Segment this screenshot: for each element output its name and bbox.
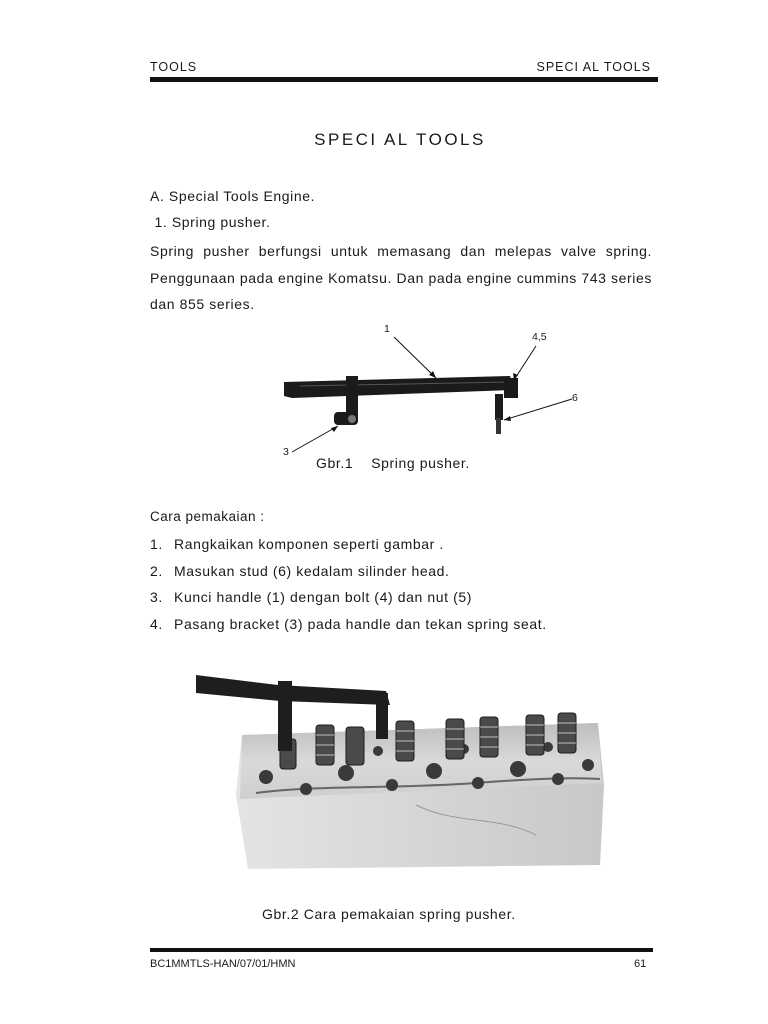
spring-pusher-illustration [270,320,600,460]
usage-steps [150,531,547,637]
header-left: TOOLS [150,60,198,74]
footer-document-code: BC1MMTLS-HAN/07/01/HMN [150,958,296,970]
section-heading: A. Special Tools Engine. [150,188,316,204]
footer-page-number: 61 [634,958,647,970]
figure2-caption: Gbr.2 Cara pemakaian spring pusher. [262,906,516,922]
callout-4-5: 4,5 [532,331,547,343]
description-paragraph: Spring pusher berfungsi untuk memasang dan melepas valve spring. Penggunaan pada engine Komatsu. Dan pada engine cummins 743 series dan 855 series. [150,243,652,312]
list-item: 3. Kunci handle (1) dengan bolt (4) dan nut (5) [150,589,473,605]
list-item: 1. Rangkaikan komponen seperti gambar . [150,536,444,552]
footer-rule [150,948,653,952]
section-subheading: 1. Spring pusher. [150,214,271,230]
header-rule [150,77,658,82]
callout-6: 6 [572,392,578,404]
usage-heading: Cara pemakaian : [150,509,265,524]
callout-3: 3 [283,446,289,458]
figure1-caption: Gbr.1 Spring pusher. [316,455,470,471]
cylinder-head-photo [196,665,606,870]
callout-1: 1 [384,323,390,335]
header-right: SPECI AL TOOLS [536,60,651,74]
page-title: SPECI AL TOOLS [314,130,486,149]
list-item: 4. Pasang bracket (3) pada handle dan tekan spring seat. [150,615,547,632]
list-item: 2. Masukan stud (6) kedalam silinder head. [150,562,450,579]
